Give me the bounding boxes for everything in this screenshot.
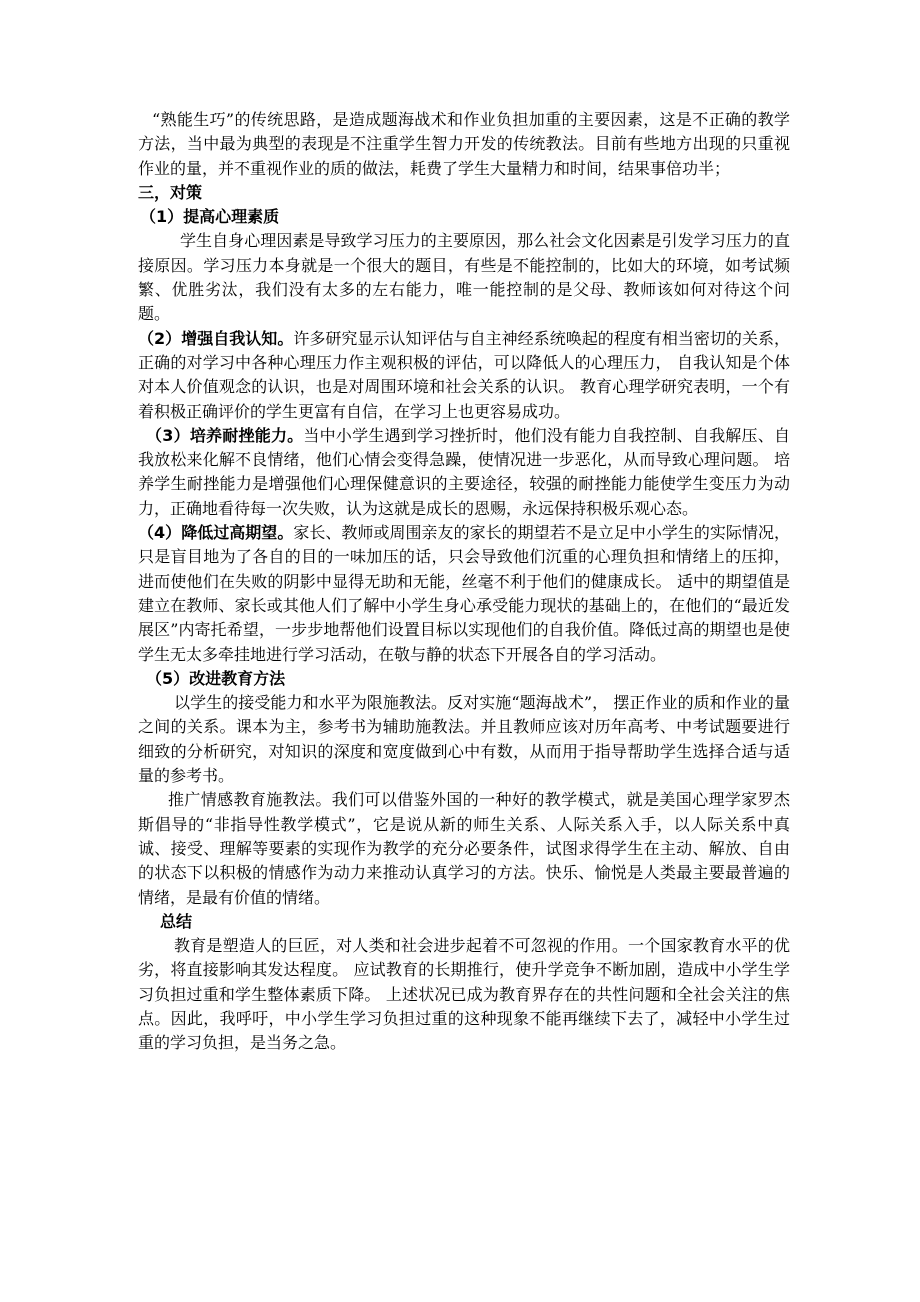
s4-paragraph [138, 521, 790, 667]
section-title: 三，对策 [138, 182, 203, 202]
s2-body: 许多研究显示认知评估与自主神经系统唤起的程度有相当密切的关系，正确的对学习中各种心理压力作主观积极的评估，可以降低人的心理压力， 自我认知是个体对本人价值观念的认识，也是对周围环境和社会关系的认识。 教育心理学研究表明，一个有着积极正确评价的学生更富有自信，在学习上也更容易成功。 [138, 328, 790, 421]
s2-lead: （2）增强自我认知。 [138, 328, 294, 348]
summary-paragraph: 教育是塑造人的巨匠，对人类和社会进步起着不可忽视的作用。一个国家教育水平的优劣，将直接影响其发达程度。 应试教育的长期推行，使升学竞争不断加剧，造成中小学生学习负担过重和学生整体素质下降。 上述状况已成为教育界存在的共性问题和全社会关注的焦点。因此，我呼吁，中小学生学习负担过重的这种现象不能再继续下去了，减轻中小学生过重的学习负担，是当务之急。 [138, 936, 790, 1053]
s3-lead: （3）培养耐挫能力。 [146, 425, 304, 445]
s4-body: 家长、教师或周围亲友的家长的期望若不是立足中小学生的实际情况，只是盲目地为了各自的目的一味加压的话，只会导致他们沉重的心理负担和情绪上的压抑，进而使他们在失败的阴影中显得无助和无能，丝毫不利于他们的健康成长。 适中的期望值是建立在教师、家长或其他人们了解中小学生身心承受能力现状的基础上的，在他们的“最近发展区”内寄托希望，一步步地帮他们设置目标以实现他们的自我价值。降低过高的期望也是使学生无太多牵挂地进行学习活动，在敬与静的状态下开展各自的学习活动。 [138, 523, 790, 664]
s3-paragraph [138, 424, 790, 521]
s5-paragraph-2: 推广情感教育施教法。我们可以借鉴外国的一种好的教学模式，就是美国心理学家罗杰斯倡导的“非指导性教学模式”，它是说从新的师生关系、人际关系入手，以人际关系中真诚、接受、理解等要素的实现作为教学的充分必要条件，试图求得学生在主动、解放、自由的状态下以积极的情感作为动力来推动认真学习的方法。快乐、愉悦是人类最主要最普遍的情绪，是最有价值的情绪。 [138, 790, 790, 907]
s5-heading: （5）改进教育方法 [146, 668, 286, 688]
s4-lead: （4）降低过高期望。 [138, 523, 294, 543]
s1-paragraph: 学生自身心理因素是导致学习压力的主要原因，那么社会文化因素是引发学习压力的直接原因。学习压力本身就是一个很大的题目，有些是不能控制的，比如大的环境，如考试频繁、优胜劣汰，我们没有太多的左右能力，唯一能控制的是父母、教师该如何对待这个问题。 [138, 231, 790, 324]
s5-paragraph-1: 以学生的接受能力和水平为限施教法。反对实施“题海战术”， 摆正作业的质和作业的量之间的关系。课本为主，参考书为辅助施教法。并且教师应该对历年高考、中考试题要进行细致的分析研究，对知识的深度和宽度做到心中有数，从而用于指导帮助学生选择合适与适量的参考书。 [138, 693, 790, 786]
s1-heading: （1）提高心理素质 [140, 207, 280, 227]
summary-title: 总结 [160, 911, 193, 931]
s3-body: 当中小学生遇到学习挫折时，他们没有能力自我控制、自我解压、自我放松来化解不良情绪，他们心情会变得急躁，使情况进一步恶化，从而导致心理问题。 培养学生耐挫能力是增强他们心理保健意识的主要途径，较强的耐挫能力能使学生变压力为动力，正确地看待每一次失败，认为这就是成长的恩赐，永远保持积极乐观心态。 [138, 425, 790, 518]
s2-paragraph [138, 327, 790, 424]
intro-paragraph: “熟能生巧”的传统思路，是造成题海战术和作业负担加重的主要因素，这是不正确的教学方法，当中最为典型的表现是不注重学生智力开发的传统教法。目前有些地方出现的只重视作业的量，并不重视作业的质的做法，耗费了学生大量精力和时间，结果事倍功半； [138, 110, 790, 178]
document-page [138, 108, 790, 1268]
